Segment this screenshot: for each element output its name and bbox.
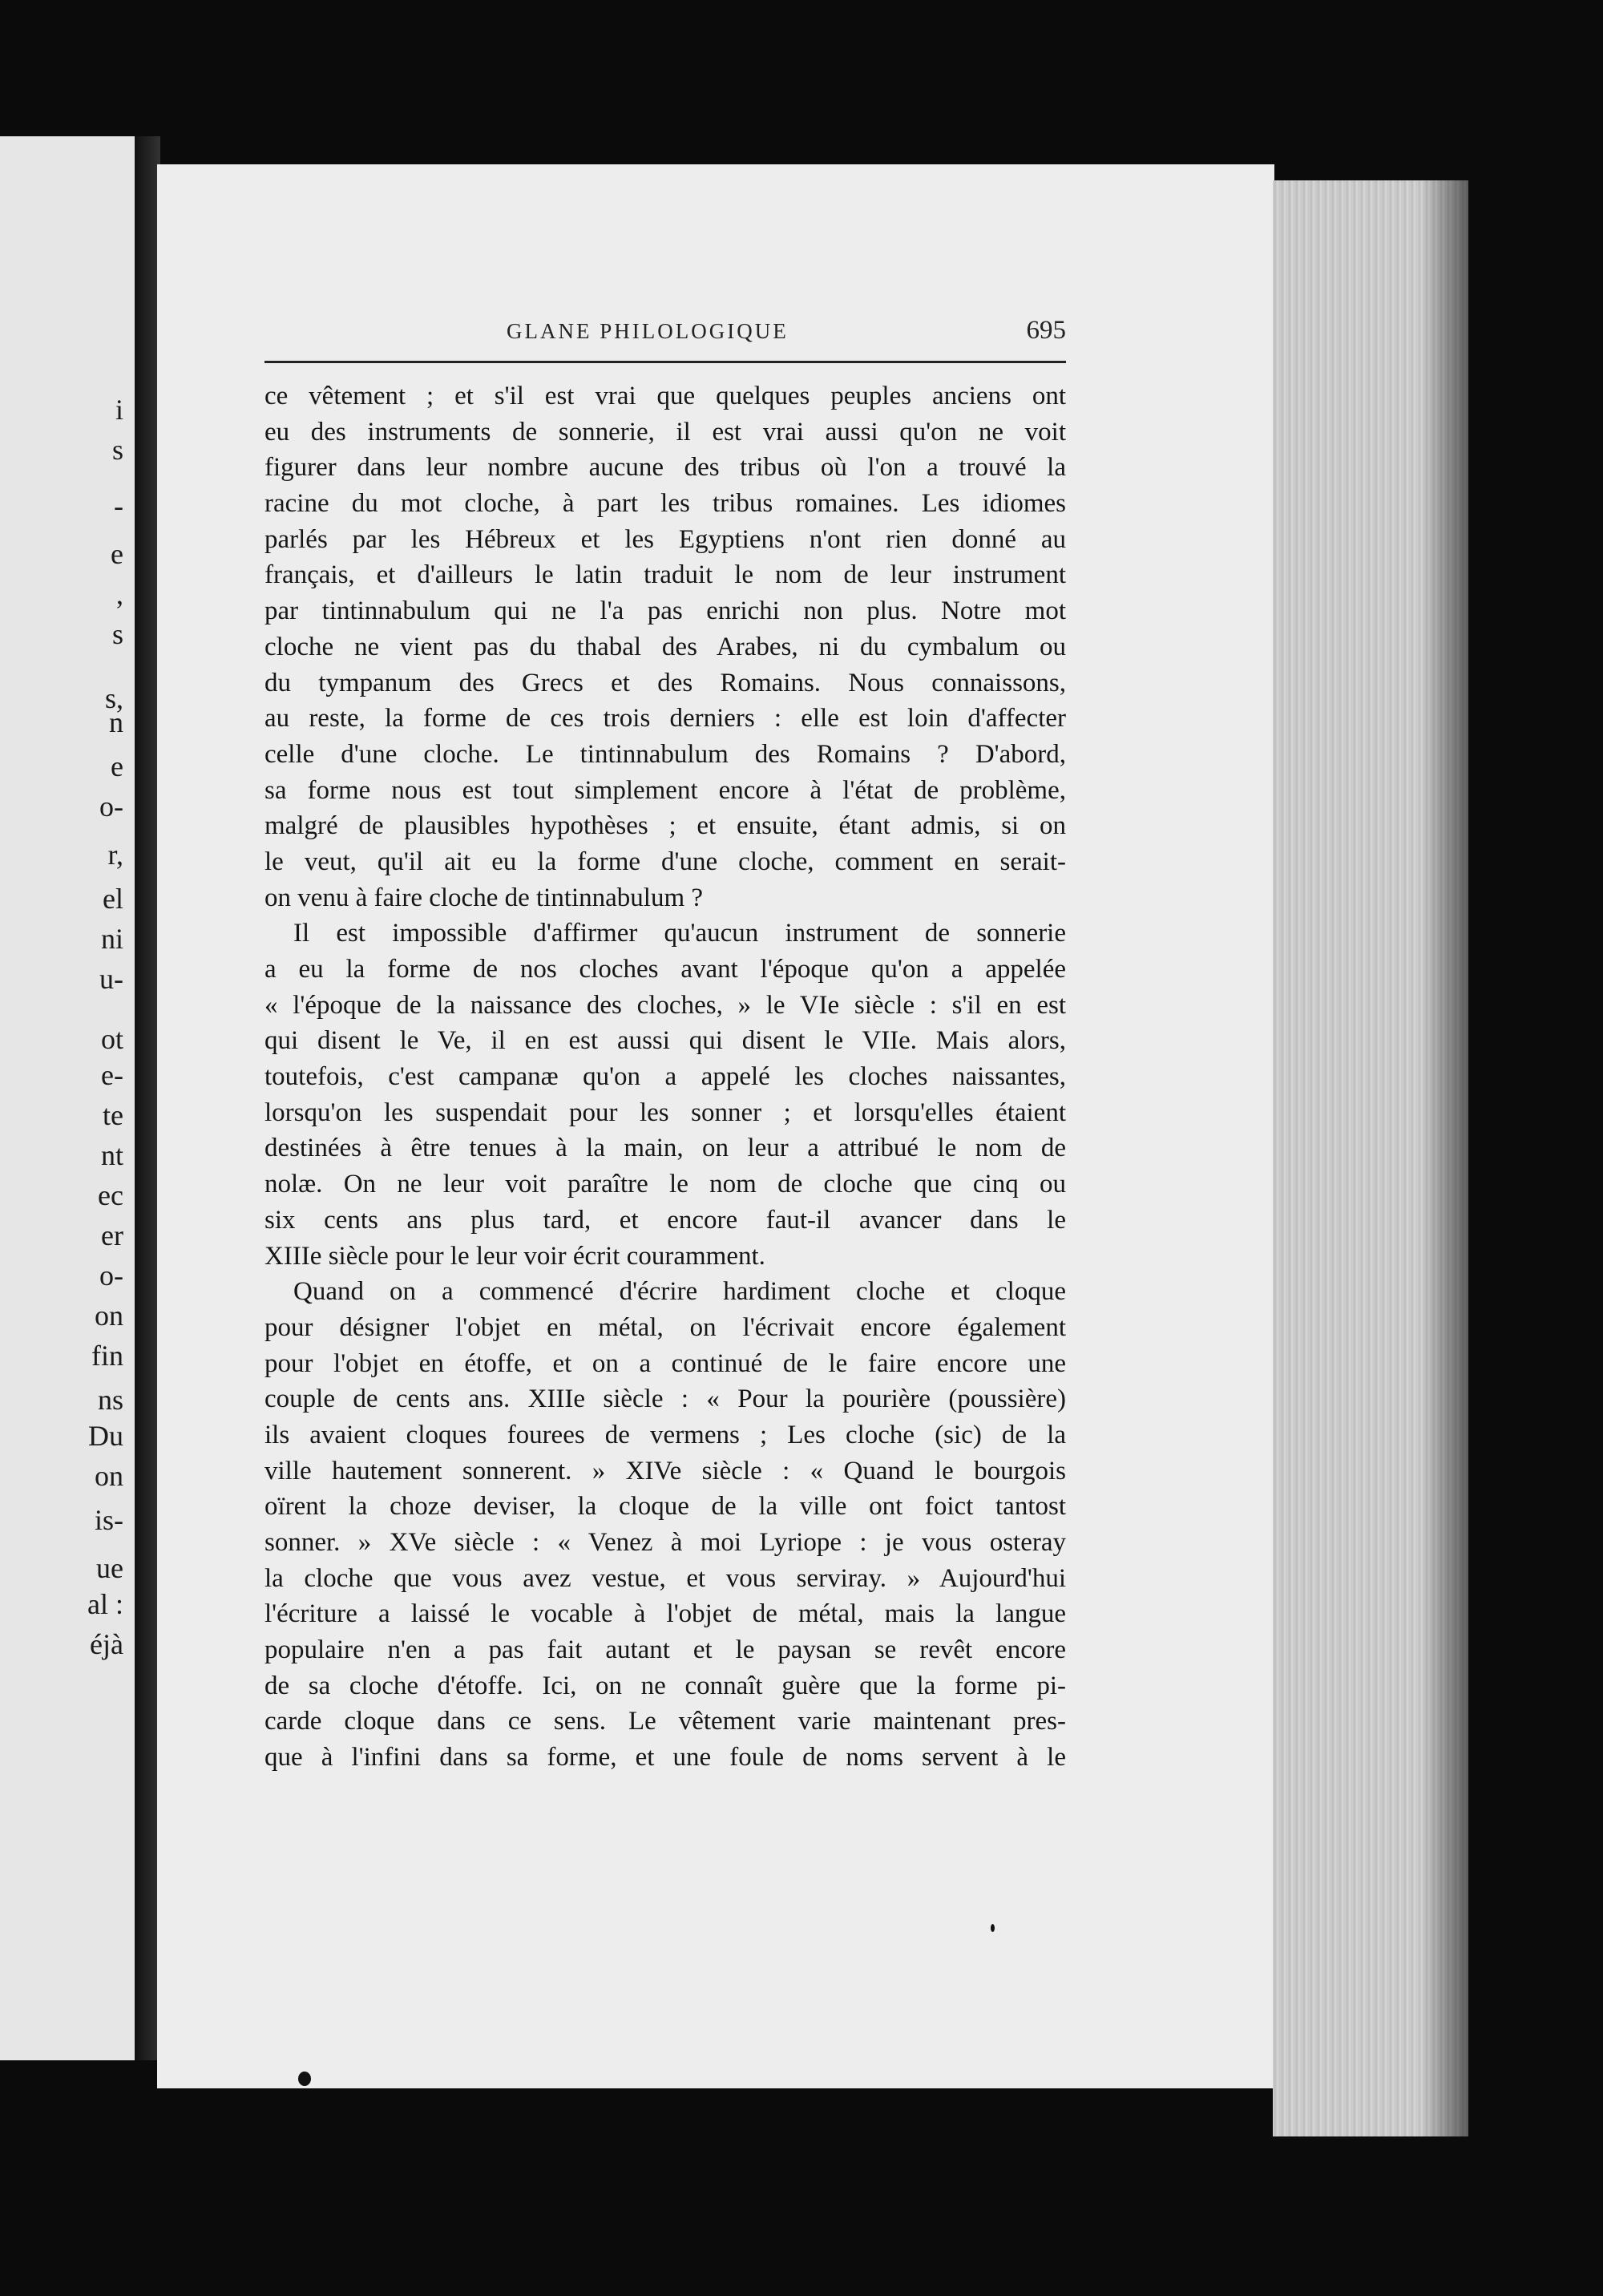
- text-line: eu des instruments de sonnerie, il est vrai aussi qu'on ne voit: [264, 417, 1066, 447]
- text-line: toutefois, c'est campanæ qu'on a appelé les cloches naissantes,: [264, 1062, 1066, 1092]
- text-line: français, et d'ailleurs le latin traduit le nom de leur instrument: [264, 560, 1066, 590]
- page-stack-edges: [1273, 180, 1468, 2136]
- header-rule: [264, 361, 1066, 363]
- text-line: la cloche que vous avez vestue, et vous serviray. » Aujourd'hui: [264, 1563, 1066, 1593]
- text-line: parlés par les Hébreux et les Egyptiens n'ont rien donné au: [264, 524, 1066, 554]
- page-number: 695: [1026, 316, 1066, 345]
- text-line: Il est impossible d'affirmer qu'aucun instrument de sonnerie: [293, 919, 1066, 948]
- ink-speck: [991, 1924, 995, 1932]
- text-line: populaire n'en a pas fait autant et le paysan se revêt encore: [264, 1635, 1066, 1665]
- text-line: oïrent la choze deviser, la cloque de la ville ont foict tantost: [264, 1492, 1066, 1522]
- page-header: [264, 316, 1066, 359]
- facing-page-fragment: e: [111, 750, 123, 782]
- facing-page-fragment: n: [109, 706, 123, 738]
- facing-page-fragment: ns: [97, 1384, 123, 1416]
- text-line: le veut, qu'il ait eu la forme d'une cloche, comment en serait-: [264, 847, 1066, 876]
- text-line: malgré de plausibles hypothèses ; et ensuite, étant admis, si on: [264, 811, 1066, 841]
- facing-page-fragment: u-: [99, 963, 123, 995]
- facing-page-fragment: ni: [100, 923, 123, 955]
- facing-page-fragment: o-: [99, 790, 123, 823]
- text-line: ce vêtement ; et s'il est vrai que quelques peuples anciens ont: [264, 382, 1066, 410]
- running-title: GLANE PHILOLOGIQUE: [507, 319, 789, 343]
- text-line: pour désigner l'objet en métal, on l'écrivait encore également: [264, 1312, 1066, 1342]
- text-line: XIIIe siècle pour le leur voir écrit couramment.: [264, 1241, 765, 1271]
- text-line: destinées à être tenues à la main, on leur a attribué le nom de: [264, 1134, 1066, 1163]
- facing-page-fragment: on: [95, 1300, 123, 1332]
- text-line: qui disent le Ve, il en est aussi qui disent le VIIe. Mais alors,: [264, 1026, 1066, 1056]
- text-line: que à l'infini dans sa forme, et une foule de noms servent à le: [264, 1743, 1066, 1773]
- facing-page-fragment: s: [111, 618, 123, 650]
- facing-page-fragment: ec: [98, 1179, 123, 1211]
- text-line: carde cloque dans ce sens. Le vêtement varie maintenant pres-: [264, 1707, 1066, 1736]
- text-line: figurer dans leur nombre aucune des tribus où l'on a trouvé la: [264, 453, 1066, 483]
- facing-page-fragment: Du: [88, 1420, 123, 1452]
- facing-page-fragment: s: [111, 434, 123, 466]
- text-line: sa forme nous est tout simplement encore à l'état de problème,: [264, 775, 1066, 805]
- facing-page-fragment: éjà: [90, 1628, 123, 1660]
- facing-page-fragment: ,: [116, 578, 123, 610]
- text-line: lorsqu'on les suspendait pour les sonner ; et lorsqu'elles étaient: [264, 1097, 1066, 1127]
- facing-page-fragment: er: [101, 1219, 123, 1251]
- facing-page-fragment: -: [114, 490, 123, 522]
- facing-page-fragment: on: [95, 1460, 123, 1492]
- facing-page-fragment: s,: [104, 682, 123, 714]
- facing-page-fragment: ue: [96, 1552, 123, 1584]
- text-line: par tintinnabulum qui ne l'a pas enrichi non plus. Notre mot: [264, 596, 1066, 626]
- text-line: celle d'une cloche. Le tintinnabulum des Romains ? D'abord,: [264, 739, 1066, 769]
- facing-page-fragment: e: [111, 538, 123, 570]
- text-line: on venu à faire cloche de tintinnabulum ?: [264, 883, 704, 912]
- text-line: ils avaient cloques fourees de vermens ; Les cloche (sic) de la: [264, 1420, 1066, 1449]
- text-line: a eu la forme de nos cloches avant l'époque qu'on a appelée: [264, 955, 1066, 984]
- facing-page-fragment: is-: [95, 1504, 123, 1536]
- facing-page-edge: [0, 136, 139, 2060]
- facing-page-fragment: fin: [91, 1340, 123, 1372]
- facing-page-fragment: r,: [107, 839, 123, 871]
- ink-speck: [298, 2072, 311, 2086]
- facing-page-fragment: el: [103, 883, 123, 915]
- text-line: pour l'objet en étoffe, et on a continué de le faire encore une: [264, 1348, 1066, 1378]
- facing-page-fragment: o-: [99, 1259, 123, 1292]
- body-text: [264, 378, 1066, 1776]
- text-line: Quand on a commencé d'écrire hardiment cloche et cloque: [293, 1277, 1066, 1307]
- text-line: l'écriture a laissé le vocable à l'objet de métal, mais la langue: [264, 1599, 1066, 1629]
- text-line: racine du mot cloche, à part les tribus romaines. Les idiomes: [264, 489, 1066, 519]
- text-line: de sa cloche d'étoffe. Ici, on ne connaît guère que la forme pi-: [264, 1671, 1066, 1700]
- text-line: six cents ans plus tard, et encore faut-il avancer dans le: [264, 1205, 1066, 1235]
- facing-page-fragment: ot: [100, 1023, 123, 1055]
- text-line: ville hautement sonnerent. » XIVe siècle : « Quand le bourgois: [264, 1456, 1066, 1486]
- facing-page-fragment: e-: [101, 1059, 123, 1091]
- text-line: « l'époque de la naissance des cloches, » le VIe siècle : s'il en est: [264, 990, 1066, 1020]
- text-line: sonner. » XVe siècle : « Venez à moi Lyriope : je vous osteray: [264, 1528, 1066, 1557]
- text-line: du tympanum des Grecs et des Romains. Nous connaissons,: [264, 668, 1066, 697]
- text-line: cloche ne vient pas du thabal des Arabes, ni du cymbalum ou: [264, 632, 1066, 661]
- text-line: couple de cents ans. XIIIe siècle : « Pour la pourière (poussière): [264, 1384, 1066, 1414]
- text-line: au reste, la forme de ces trois derniers : elle est loin d'affecter: [264, 704, 1066, 734]
- facing-page-fragment: al :: [87, 1588, 123, 1620]
- facing-page-fragment: te: [103, 1099, 123, 1131]
- facing-page-fragment: i: [115, 394, 123, 426]
- text-line: nolæ. On ne leur voit paraître le nom de cloche que cinq ou: [264, 1170, 1066, 1199]
- facing-page-fragment: nt: [100, 1139, 123, 1171]
